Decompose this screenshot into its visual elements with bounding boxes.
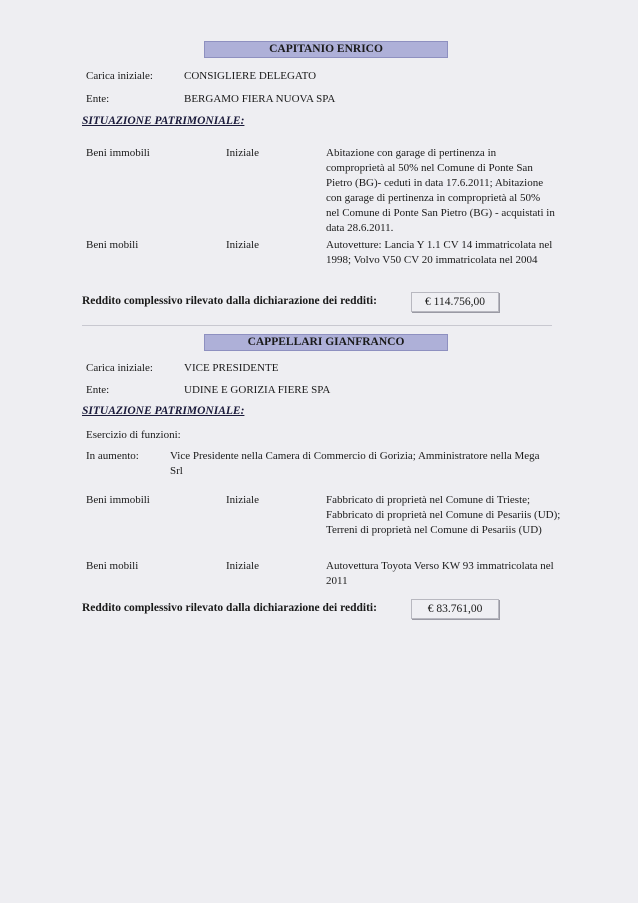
person1-immobili-status: Iniziale <box>226 147 259 159</box>
person2-immobili-status: Iniziale <box>226 494 259 506</box>
person2-reddito-value: € 83.761,00 <box>411 599 499 619</box>
person1-immobili-desc: Abitazione con garage di pertinenza in comproprietà al 50% nel Comune di Ponte San Pietro (BG)- ceduti in data 17.6.2011; Abitazione con garage di pertinenza in comproprietà al 50% nel Comune di Ponte San Pietro (BG) - acquistati in data 28.6.2011. <box>326 147 555 234</box>
section-divider <box>82 325 552 326</box>
person1-name-header: CAPITANIO ENRICO <box>204 41 448 58</box>
person2-immobili-label: Beni immobili <box>86 494 150 506</box>
person2-mobili-status: Iniziale <box>226 560 259 572</box>
person2-carica-label: Carica iniziale: <box>86 362 153 374</box>
person2-carica-value: VICE PRESIDENTE <box>184 362 279 374</box>
person2-ente-label: Ente: <box>86 384 110 396</box>
person1-mobili-desc: Autovetture: Lancia Y 1.1 CV 14 immatricolata nel 1998; Volvo V50 CV 20 immatricolata nel 2004 <box>326 239 553 266</box>
person1-immobili-label: Beni immobili <box>86 147 150 159</box>
person2-situazione-title: SITUAZIONE PATRIMONIALE: <box>82 405 245 417</box>
person1-carica-value: CONSIGLIERE DELEGATO <box>184 70 317 82</box>
person1-ente-label: Ente: <box>86 93 110 105</box>
person1-reddito-value: € 114.756,00 <box>411 292 499 312</box>
person1-carica-label: Carica iniziale: <box>86 70 153 82</box>
person2-aumento-desc: Vice Presidente nella Camera di Commercio di Gorizia; Amministratore nella Mega Srl <box>170 450 540 477</box>
person2-ente-value: UDINE E GORIZIA FIERE SPA <box>184 384 331 396</box>
person2-immobili-desc: Fabbricato di proprietà nel Comune di Trieste; Fabbricato di proprietà nel Comune di Pesariis (UD); Terreni di proprietà nel Comune di Pesariis (UD) <box>326 494 561 536</box>
person1-mobili-status: Iniziale <box>226 239 259 251</box>
person2-name-header: CAPPELLARI GIANFRANCO <box>204 334 448 351</box>
person1-ente-value: BERGAMO FIERA NUOVA SPA <box>184 93 336 105</box>
person1-mobili-label: Beni mobili <box>86 239 139 251</box>
person2-esercizio-label: Esercizio di funzioni: <box>86 429 181 441</box>
person2-mobili-label: Beni mobili <box>86 560 139 572</box>
person2-reddito-label: Reddito complessivo rilevato dalla dichiarazione dei redditi: <box>82 602 377 614</box>
person1-reddito-label: Reddito complessivo rilevato dalla dichiarazione dei redditi: <box>82 295 377 307</box>
person2-aumento-label: In aumento: <box>86 450 139 462</box>
person2-mobili-desc: Autovettura Toyota Verso KW 93 immatricolata nel 2011 <box>326 560 554 587</box>
person1-situazione-title: SITUAZIONE PATRIMONIALE: <box>82 115 245 127</box>
